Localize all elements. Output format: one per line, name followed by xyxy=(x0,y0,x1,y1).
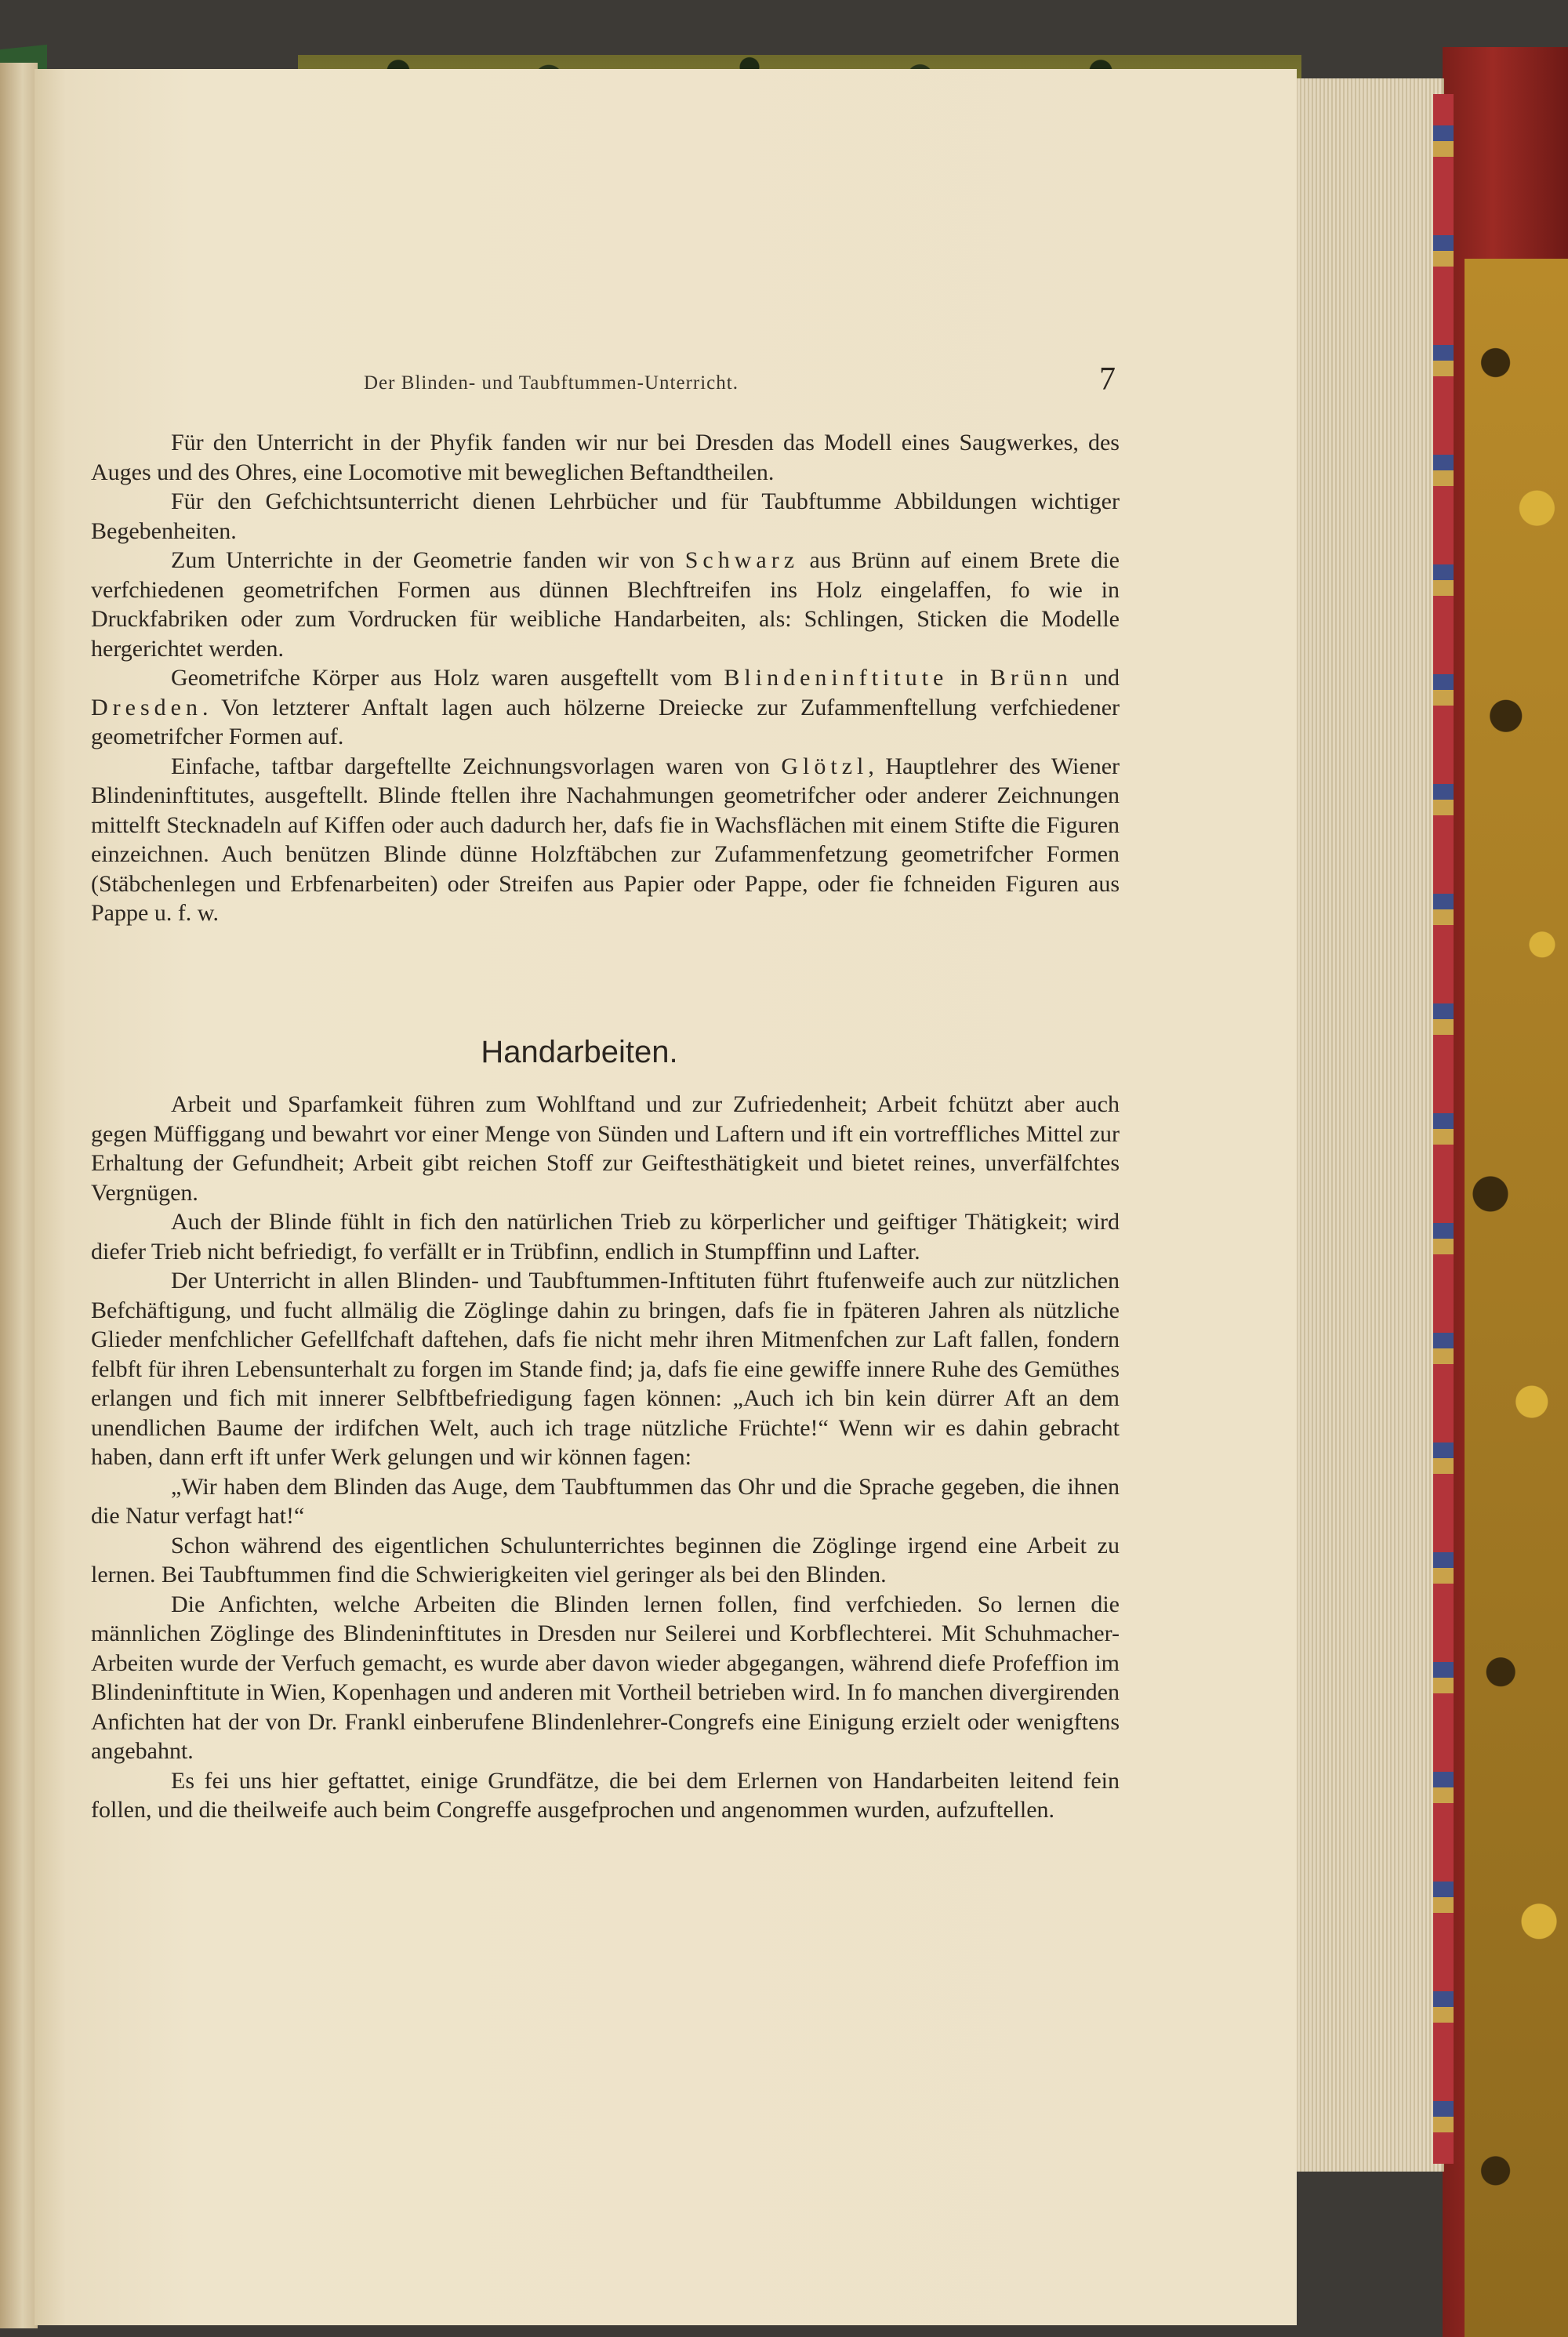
page-content xyxy=(34,69,1297,2325)
text-run: Auch der Blinde fühlt in fich den natürlichen Trieb zu körperlicher und geiftiger Thätigkeit; wird diefer Trieb nicht befriedigt, fo verfällt er in Trübfinn, endlich in Stumpffinn und Lafter. xyxy=(91,1209,1120,1265)
spaced-name: Blindeninftitute xyxy=(724,665,949,691)
running-title: Der Blinden- und Taubftummen-Unterricht. xyxy=(364,372,739,394)
paragraph xyxy=(91,1266,1120,1472)
text-run: Arbeit und Sparfamkeit führen zum Wohlftand und zur Zufriedenheit; Arbeit fchützt aber auch gegen Müffiggang und bewahrt vor einer Menge von Sünden und Laftern und ift ein vortreffliches Mittel zur Erhaltung der Gefundheit; Arbeit gibt reichen Stoff zur Geiftesthätigkeit und bietet reines, unverfälfchtes Vergnügen. xyxy=(91,1091,1120,1206)
paragraph xyxy=(91,428,1120,487)
text-run: Die Anfichten, welche Arbeiten die Blinden lernen follen, find verfchieden. So lernen die männlichen Zöglinge des Blindeninftitutes in Dresden nur Seilerei und Korbflechterei. Mit Schuhmacher-Arbeiten wurde der Verfuch gemacht, es wurde aber davon wieder abgegangen, während diefe Profeffion im Blindeninftitute in Wien, Kopenhagen und anderen mit Vortheil betrieben wird. In fo manchen divergirenden Anfichten hat der von Dr. Frankl einberufene Blindenlehrer-Congrefs eine Einigung erzielt oder wenigftens angebahnt. xyxy=(91,1591,1120,1764)
paragraph xyxy=(91,1207,1120,1266)
text-run: Schon während des eigentlichen Schulunterrichtes beginnen die Zöglinge irgend eine Arbeit zu lernen. Bei Taubftummen find die Schwierigkeiten viel geringer als bei den Blinden. xyxy=(91,1532,1120,1588)
spaced-name: Glötzl xyxy=(781,753,869,779)
spaced-name: Brünn xyxy=(989,665,1073,691)
page-stack-edge xyxy=(1294,78,1444,2172)
paragraph xyxy=(91,1472,1120,1531)
paragraph xyxy=(91,1766,1120,1825)
page-number: 7 xyxy=(1099,361,1116,397)
text-run: Geometrifche Körper aus Holz waren ausgeftellt vom xyxy=(171,665,724,691)
text-run: Der Unterricht in allen Blinden- und Taubftummen-Inftituten führt ftufenweife auch zur nützlichen Befchäftigung, und fucht allmälig die Zöglinge dahin zu bringen, dafs fie in fpäteren Jahren als nützliche Glieder menfchlicher Gefellfchaft daftehen, dafs fie nicht mehr ihren Mitmenfchen zur Laft fallen, fondern felbft für ihren Lebensunterhalt zu forgen im Stande find; ja, dafs fie eine gewiffe innere Ruhe des Gemüthes erlangen und fich mit innerer Selbftbefriedigung fagen können: „Auch ich bin kein dürrer Aft an dem unendlichen Baume der irdifchen Welt, auch ich trage nützliche Früchte!“ Wenn wir es dahin gebracht haben, dann erft ift unfer Werk gelungen und wir können fagen: xyxy=(91,1268,1120,1470)
paragraph xyxy=(91,1090,1120,1207)
section-heading: Handarbeiten. xyxy=(481,1035,678,1069)
text-run: aus Brünn auf einem Brete die verfchiedenen geometrifchen Formen aus dünnen Blechftreifen ins Holz eingelaffen, fo wie in Druckfabriken oder zum Vordrucken für weibliche Handarbeiten, als: Schlingen, Sticken die Modelle hergerichtet werden. xyxy=(91,547,1120,662)
paragraph xyxy=(91,663,1120,752)
text-run: und xyxy=(1072,665,1120,691)
text-run: . Von letzterer Anftalt lagen auch hölzerne Dreiecke zur Zufammenftellung verfchiedener geometrifcher Formen auf. xyxy=(91,694,1120,749)
paragraph xyxy=(91,752,1120,928)
paragraph xyxy=(91,1531,1120,1590)
paragraph xyxy=(91,546,1120,663)
text-run: Für den Gefchichtsunterricht dienen Lehrbücher und für Taubftumme Abbildungen wichtiger Begebenheiten. xyxy=(91,488,1120,544)
marbled-endpaper xyxy=(1465,259,1568,2337)
text-run: „Wir haben dem Blinden das Auge, dem Taubftummen das Ohr und die Sprache gegeben, die ihnen die Natur verfagt hat!“ xyxy=(91,1473,1120,1529)
book-page xyxy=(34,69,1297,2325)
text-run: , Hauptlehrer des Wiener Blindeninftitutes, ausgeftellt. Blinde ftellen ihre Nachahmungen geometrifcher oder anderer Zeichnungen mittelft Stecknadeln auf Kiffen oder auch dadurch her, dafs fie in Wachsflächen mit einem Stifte die Figuren einzeichnen. Auch benützen Blinde dünne Holzftäbchen zur Zufammenfetzung geometrifcher Formen (Stäbchenlegen und Erbfenarbeiten) oder Streifen aus Papier oder Pappe, oder fie fchneiden Figuren aus Pappe u. f. w. xyxy=(91,753,1120,926)
paragraph xyxy=(91,1590,1120,1766)
text-run: Zum Unterrichte in der Geometrie fanden wir von xyxy=(171,547,685,573)
text-run: Für den Unterricht in der Phyfik fanden wir nur bei Dresden das Modell eines Saugwerkes, des Auges und des Ohres, eine Locomotive mit beweglichen Beftandtheilen. xyxy=(91,430,1120,485)
section-physics-geometry xyxy=(91,428,1120,928)
text-run: Einfache, taftbar dargeftellte Zeichnungsvorlagen waren von xyxy=(171,753,782,779)
text-run: in xyxy=(948,665,990,691)
paragraph xyxy=(91,487,1120,546)
spaced-name: Schwarz xyxy=(684,547,800,573)
colored-page-edge xyxy=(1433,94,1454,2164)
spaced-name: Dresden xyxy=(91,694,202,720)
previous-page-edge xyxy=(0,63,38,2328)
section-handarbeiten xyxy=(91,1090,1120,1825)
text-run: Es fei uns hier geftattet, einige Grundfätze, die bei dem Erlernen von Handarbeiten leitend fein follen, und die theilweife auch beim Congreffe ausgefprochen und angenommen wurden, aufzuftellen. xyxy=(91,1767,1120,1823)
